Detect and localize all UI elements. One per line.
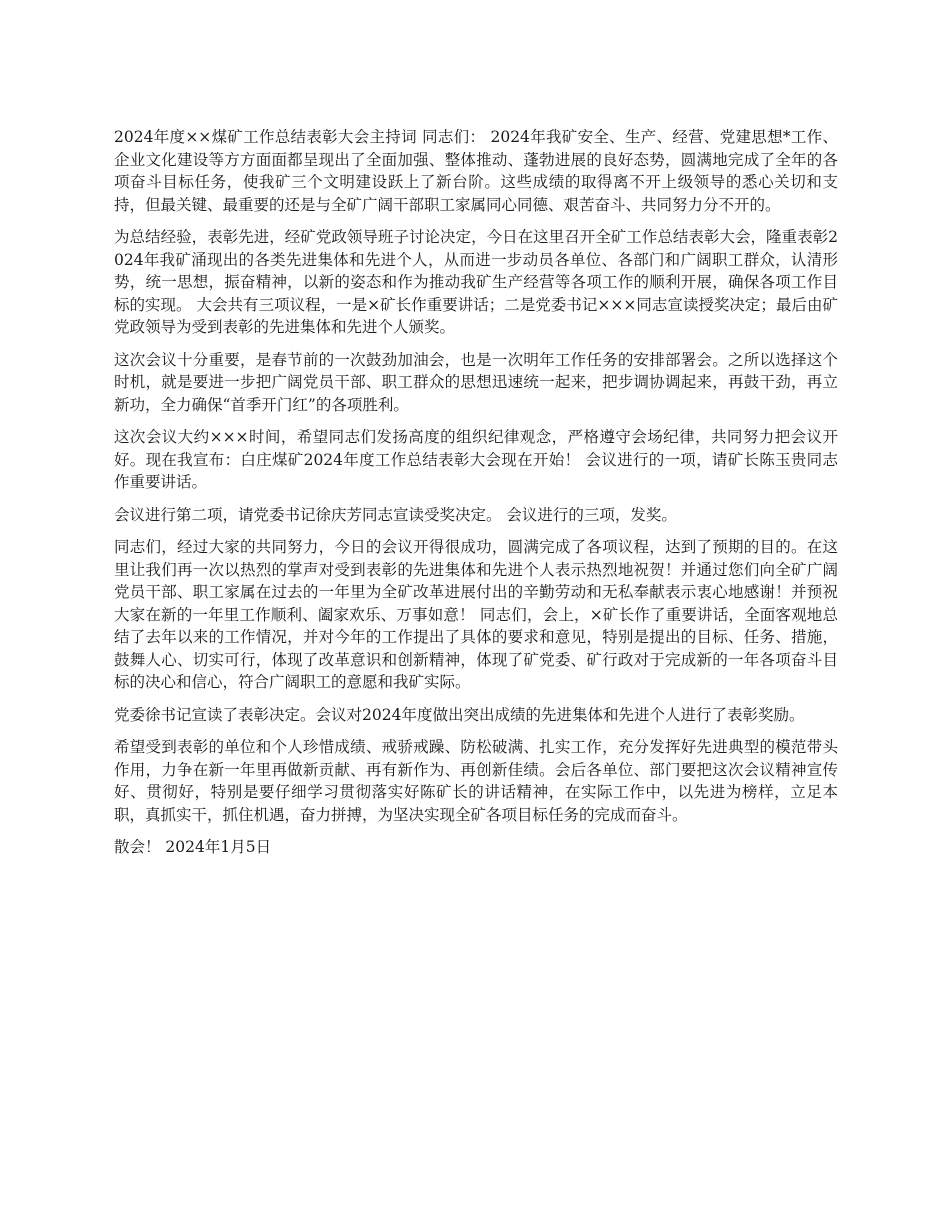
paragraph-purpose: 为总结经验，表彰先进，经矿党政领导班子讨论决定，今日在这里召开全矿工作总结表彰大会，隆重表彰2024年我矿涌现出的各类先进集体和先进个人，从而进一步动员各单位、各部门和广阔职工群众，认清形势，统一思想，振奋精神，以新的姿态和作为推动我矿生产经营等各项工作的顺利开展，确保各项工作目标的实现。 大会共有三项议程，一是×矿长作重要讲话；二是党委书记×××同志宣读授奖决定；最后由矿党政领导为受到表彰的先进集体和先进个人颁奖。: [114, 228, 838, 336]
paragraph-expectation: 希望受到表彰的单位和个人珍惜成绩、戒骄戒躁、防松破满、扎实工作，充分发挥好先进典型的模范带头作用，力争在新一年里再做新贡献、再有新作为、再创新佳绩。会后各单位、部门要把这次会议精神宣传好、贯彻好，特别是要仔细学习贯彻落实好陈矿长的讲话精神，在实际工作中，以先进为榜样，立足本职，真抓实干，抓住机遇，奋力拼搏，为坚决实现全矿各项目标任务的完成而奋斗。: [114, 738, 838, 824]
document-body: [114, 126, 838, 869]
paragraph-importance: 这次会议十分重要，是春节前的一次鼓劲加油会，也是一次明年工作任务的安排部署会。之所以选择这个时机，就是要进一步把广阔党员干部、职工群众的思想迅速统一起来，把步调协调起来，再鼓干劲，再立新功，全力确保“首季开门红”的各项胜利。: [114, 350, 838, 414]
paragraph-closing: 散会！ 2024年1月5日: [114, 838, 272, 856]
paragraph-opening: 2024年度××煤矿工作总结表彰大会主持词 同志们： 2024年我矿安全、生产、经营、党建思想*工作、企业文化建设等方方面面都呈现出了全面加强、整体推动、蓬勃进展的良好态势，圆满地完成了全年的各项奋斗目标任务，使我矿三个文明建设跃上了新台阶。这些成绩的取得离不开上级领导的悉心关切和支持，但最关键、最重要的还是与全矿广阔干部职工家属同心同德、艰苦奋斗、共同努力分不开的。: [114, 128, 838, 214]
paragraph-agenda-second: 会议进行第二项，请党委书记徐庆芳同志宣读受奖决定。 会议进行的三项，发奖。: [114, 505, 677, 524]
paragraph-discipline: 这次会议大约×××时间，希望同志们发扬高度的组织纪律观念，严格遵守会场纪律，共同努力把会议开好。现在我宣布：白庄煤矿2024年度工作总结表彰大会现在开始！ 会议进行的一项，请矿长陈玉贵同志作重要讲话。: [114, 428, 838, 491]
paragraph-commendation: 党委徐书记宣读了表彰决定。会议对2024年度做出突出成绩的先进集体和先进个人进行了表彰奖励。: [114, 705, 805, 724]
paragraph-summary: 同志们，经过大家的共同努力，今日的会议开得很成功，圆满完成了各项议程，达到了预期的目的。在这里让我们再一次以热烈的掌声对受到表彰的先进集体和先进个人表示热烈地祝贺！并通过您们向全矿广阔党员干部、职工家属在过去的一年里为全矿改革进展付出的辛勤劳动和无私奉献表示衷心地感谢！并预祝大家在新的一年里工作顺利、阖家欢乐、万事如意！ 同志们，会上，×矿长作了重要讲话，全面客观地总结了去年以来的工作情况，并对今年的工作提出了具体的要求和意见，特别是提出的目标、任务、措施，鼓舞人心、切实可行，体现了改革意识和创新精神，体现了矿党委、矿行政对于完成新的一年各项奋斗目标的决心和信心，符合广阔职工的意愿和我矿实际。: [114, 538, 838, 691]
